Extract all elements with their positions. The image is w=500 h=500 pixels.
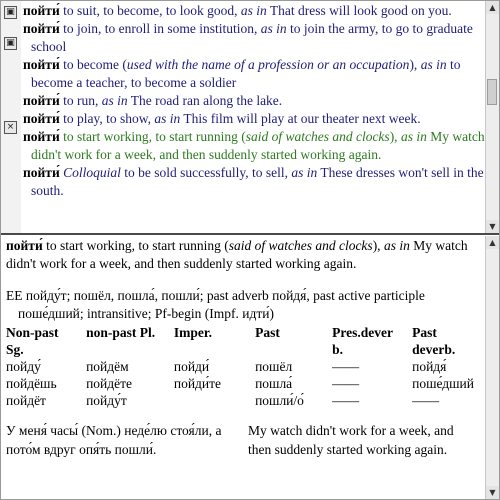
table-cell: пойди́те [173, 376, 222, 391]
scroll-thumb[interactable] [487, 79, 497, 105]
entry-text: The road ran along the lake. [127, 93, 283, 108]
example-russian: У меня́ часы́ (Nom.) неде́лю стоя́ли, а пото́м вдруг опя́ть пошли́. [6, 423, 222, 457]
col-header: Non-past Sg. [6, 325, 59, 357]
definition-entry[interactable] [23, 2, 485, 20]
table-cell: пойду́т [86, 393, 127, 408]
entry-text: as in [260, 21, 287, 36]
entry-text: to be sold successfully, to sell, [120, 165, 292, 180]
definitions-list[interactable] [23, 2, 485, 233]
table-cell: пойдёшь [6, 376, 57, 391]
col-header: Past [255, 325, 280, 340]
table-row [6, 375, 482, 392]
pane-splitter[interactable] [1, 233, 499, 235]
entry-text: Colloquial [63, 165, 121, 180]
entry-text: to become a teacher, to become a soldier [31, 57, 461, 90]
table-cell: пошёл [255, 359, 293, 374]
usage-example [6, 421, 482, 459]
entry-text: used with the name of a profession or an occupation [126, 57, 410, 72]
entry-text: That dress will look good on you. [266, 3, 452, 18]
entry-text: as in [240, 3, 267, 18]
col-header: Pres.dever b. [332, 325, 393, 357]
entry-gutter [1, 1, 21, 233]
entry-text: said of watches and clocks [245, 129, 390, 144]
entry-headword: пойти́ [23, 21, 60, 36]
bottom-scrollbar[interactable] [485, 236, 499, 499]
definition-entry[interactable] [23, 92, 485, 110]
detail-definition: пойти́ to start working, to start running (said of watches and clocks), as in My watch didn't work for a week, and then suddenly started working again. [6, 238, 468, 271]
table-cell: пойду́ [6, 359, 41, 374]
entry-headword: пойти́ [23, 111, 60, 126]
table-cell: пошли́/о́ [255, 393, 304, 408]
table-cell: —— [332, 359, 360, 374]
conjugation-table [6, 324, 482, 409]
grammar-note: EE пойду́т; пошёл, пошла́, пошли́; past adverb пойдя́, past active participle поше́дший; intransitive; Pf-begin (Impf. идти́) [6, 288, 425, 321]
entry-text: ), [409, 57, 421, 72]
top-scrollbar[interactable] [485, 1, 499, 233]
entry-text: These dresses won't sell in the south. [31, 165, 484, 198]
entry-text: to join the army, to go to graduate school [31, 21, 473, 54]
definition-entry[interactable] [23, 164, 485, 200]
entry-headword: пойти́ [23, 3, 60, 18]
table-cell: —— [332, 376, 360, 391]
lock-open-icon[interactable]: ▣ [4, 6, 17, 19]
table-cell: —— [412, 393, 440, 408]
table-cell: поше́дший [412, 376, 474, 391]
definition-entry[interactable] [23, 56, 485, 92]
table-cell: —— [332, 393, 360, 408]
entry-text: This film will play at our theater next week. [180, 111, 421, 126]
entry-text: to join, to enroll in some institution, [59, 21, 261, 36]
definition-entry[interactable] [23, 128, 485, 164]
entry-text: ), [389, 129, 401, 144]
lock-closed-icon[interactable]: ▣ [4, 37, 17, 50]
table-row [6, 392, 482, 409]
entry-text: My watch didn't work for a week, and then suddenly started working again. [31, 129, 485, 162]
scroll-up-arrow-icon[interactable]: ▲ [486, 1, 499, 14]
entry-text: as in [101, 93, 128, 108]
example-english: My watch didn't work for a week, and then suddenly started working again. [248, 423, 454, 457]
definition-entry[interactable] [23, 110, 485, 128]
entry-headword: пойти́ [23, 129, 60, 144]
entry-text: to run, [59, 93, 102, 108]
definition-entry[interactable] [23, 20, 485, 56]
table-cell: пошла́ [255, 376, 293, 391]
col-header: Imper. [173, 325, 212, 340]
col-header: Past deverb. [412, 325, 456, 357]
entry-headword: пойти́ [23, 57, 60, 72]
entry-text: to become ( [59, 57, 127, 72]
table-row [6, 358, 482, 375]
col-header: non-past Pl. [86, 325, 156, 340]
entry-text: as in [154, 111, 181, 126]
detail-headword: пойти́ [6, 238, 43, 253]
entry-text: to suit, to become, to look good, [59, 3, 241, 18]
scroll-down-arrow-icon[interactable]: ▼ [486, 220, 499, 233]
table-cell [174, 392, 255, 409]
closed-x-icon[interactable]: × [4, 121, 17, 134]
scroll-down-arrow-icon[interactable]: ▼ [486, 486, 499, 499]
entry-headword: пойти́ [23, 93, 60, 108]
entry-text: to start working, to start running ( [59, 129, 246, 144]
table-cell: пойди́ [173, 359, 210, 374]
entry-detail [6, 237, 482, 499]
scroll-up-arrow-icon[interactable]: ▲ [486, 236, 499, 249]
entry-headword: пойти́ [23, 165, 60, 180]
table-cell: пойдя́ [412, 359, 447, 374]
entry-text: as in [400, 129, 427, 144]
table-cell: пойдёте [86, 376, 133, 391]
entry-text: as in [420, 57, 447, 72]
entry-text: as in [291, 165, 318, 180]
entry-text: to play, to show, [59, 111, 155, 126]
table-cell: пойдёт [6, 393, 46, 408]
table-cell: пойдём [86, 359, 129, 374]
